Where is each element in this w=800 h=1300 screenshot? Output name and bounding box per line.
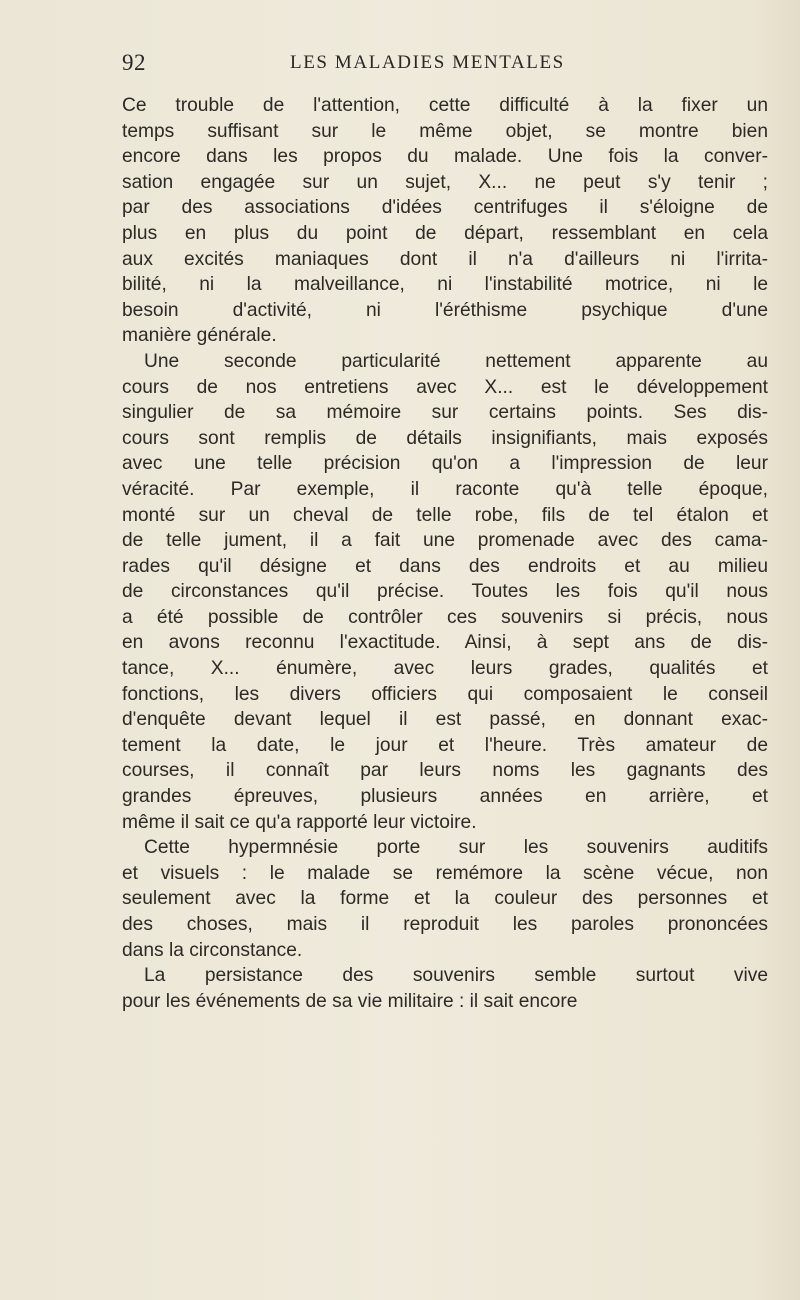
text-line: encore dans les propos du malade. Une fois la conver- xyxy=(122,146,768,168)
text-line: dans la circonstance. xyxy=(122,939,303,961)
paragraph xyxy=(122,93,768,349)
text-line: temps suffisant sur le même objet, se montre bien xyxy=(122,120,768,142)
text-line: a été possible de contrôler ces souvenirs si précis, nous xyxy=(122,606,768,628)
text-line: des choses, mais il reproduit les paroles prononcées xyxy=(122,914,768,935)
text-line: avec une telle précision qu'on a l'impression de leur xyxy=(122,453,768,475)
text-line: singulier de sa mémoire sur certains points. Ses dis- xyxy=(122,402,768,424)
text-line: Ce trouble de l'attention, cette difficulté à la fixer un xyxy=(122,95,768,116)
text-line: en avons reconnu l'exactitude. Ainsi, à sept ans de dis- xyxy=(122,632,768,654)
running-title: LES MALADIES MENTALES xyxy=(290,52,565,73)
text-line: rades qu'il désigne et dans des endroits et au milieu xyxy=(122,555,768,577)
paragraph xyxy=(122,349,768,835)
text-line: Cette hypermnésie porte sur les souvenirs auditifs xyxy=(144,837,768,859)
text-line: et visuels : le malade se remémore la scène vécue, non xyxy=(122,862,768,884)
text-line: La persistance des souvenirs semble surtout vive xyxy=(144,965,768,987)
text-line: plus en plus du point de départ, ressemblant en cela xyxy=(122,222,768,244)
paragraph xyxy=(122,835,768,963)
text-line: aux excités maniaques dont il n'a d'ailleurs ni l'irrita- xyxy=(122,248,768,270)
text-line: bilité, ni la malveillance, ni l'instabilité motrice, ni le xyxy=(122,274,768,296)
text-line: Une seconde particularité nettement apparente au xyxy=(144,350,768,372)
text-line: monté sur un cheval de telle robe, fils de tel étalon et xyxy=(122,504,768,526)
text-line: fonctions, les divers officiers qui composaient le conseil xyxy=(122,683,768,705)
text-line: grandes épreuves, plusieurs années en arrière, et xyxy=(122,786,768,808)
text-line: de telle jument, il a fait une promenade avec des cama- xyxy=(122,530,768,552)
text-line: sation engagée sur un sujet, X... ne peut s'y tenir ; xyxy=(122,171,768,193)
text-line: de circonstances qu'il précise. Toutes les fois qu'il nous xyxy=(122,581,768,603)
text-line: même il sait ce qu'a rapporté leur victoire. xyxy=(122,811,477,833)
text-line: tement la date, le jour et l'heure. Très amateur de xyxy=(122,734,768,756)
text-line: manière générale. xyxy=(122,325,277,347)
page-header xyxy=(122,50,712,80)
text-line: par des associations d'idées centrifuges il s'éloigne de xyxy=(122,197,768,219)
body-text xyxy=(122,93,768,1014)
text-line: courses, il connaît par leurs noms les gagnants des xyxy=(122,760,768,782)
text-line: d'enquête devant lequel il est passé, en donnant exac- xyxy=(122,709,768,731)
text-line: cours sont remplis de détails insignifiants, mais exposés xyxy=(122,427,768,449)
text-line: véracité. Par exemple, il raconte qu'à telle époque, xyxy=(122,478,768,500)
text-line: cours de nos entretiens avec X... est le développement xyxy=(122,376,768,398)
text-line: seulement avec la forme et la couleur des personnes et xyxy=(122,888,768,910)
page-number: 92 xyxy=(122,50,146,75)
paragraph xyxy=(122,963,768,1014)
text-line: besoin d'activité, ni l'éréthisme psychique d'une xyxy=(122,299,768,321)
text-line: pour les événements de sa vie militaire : il sait encore xyxy=(122,990,578,1012)
text-line: tance, X... énumère, avec leurs grades, qualités et xyxy=(122,658,768,680)
